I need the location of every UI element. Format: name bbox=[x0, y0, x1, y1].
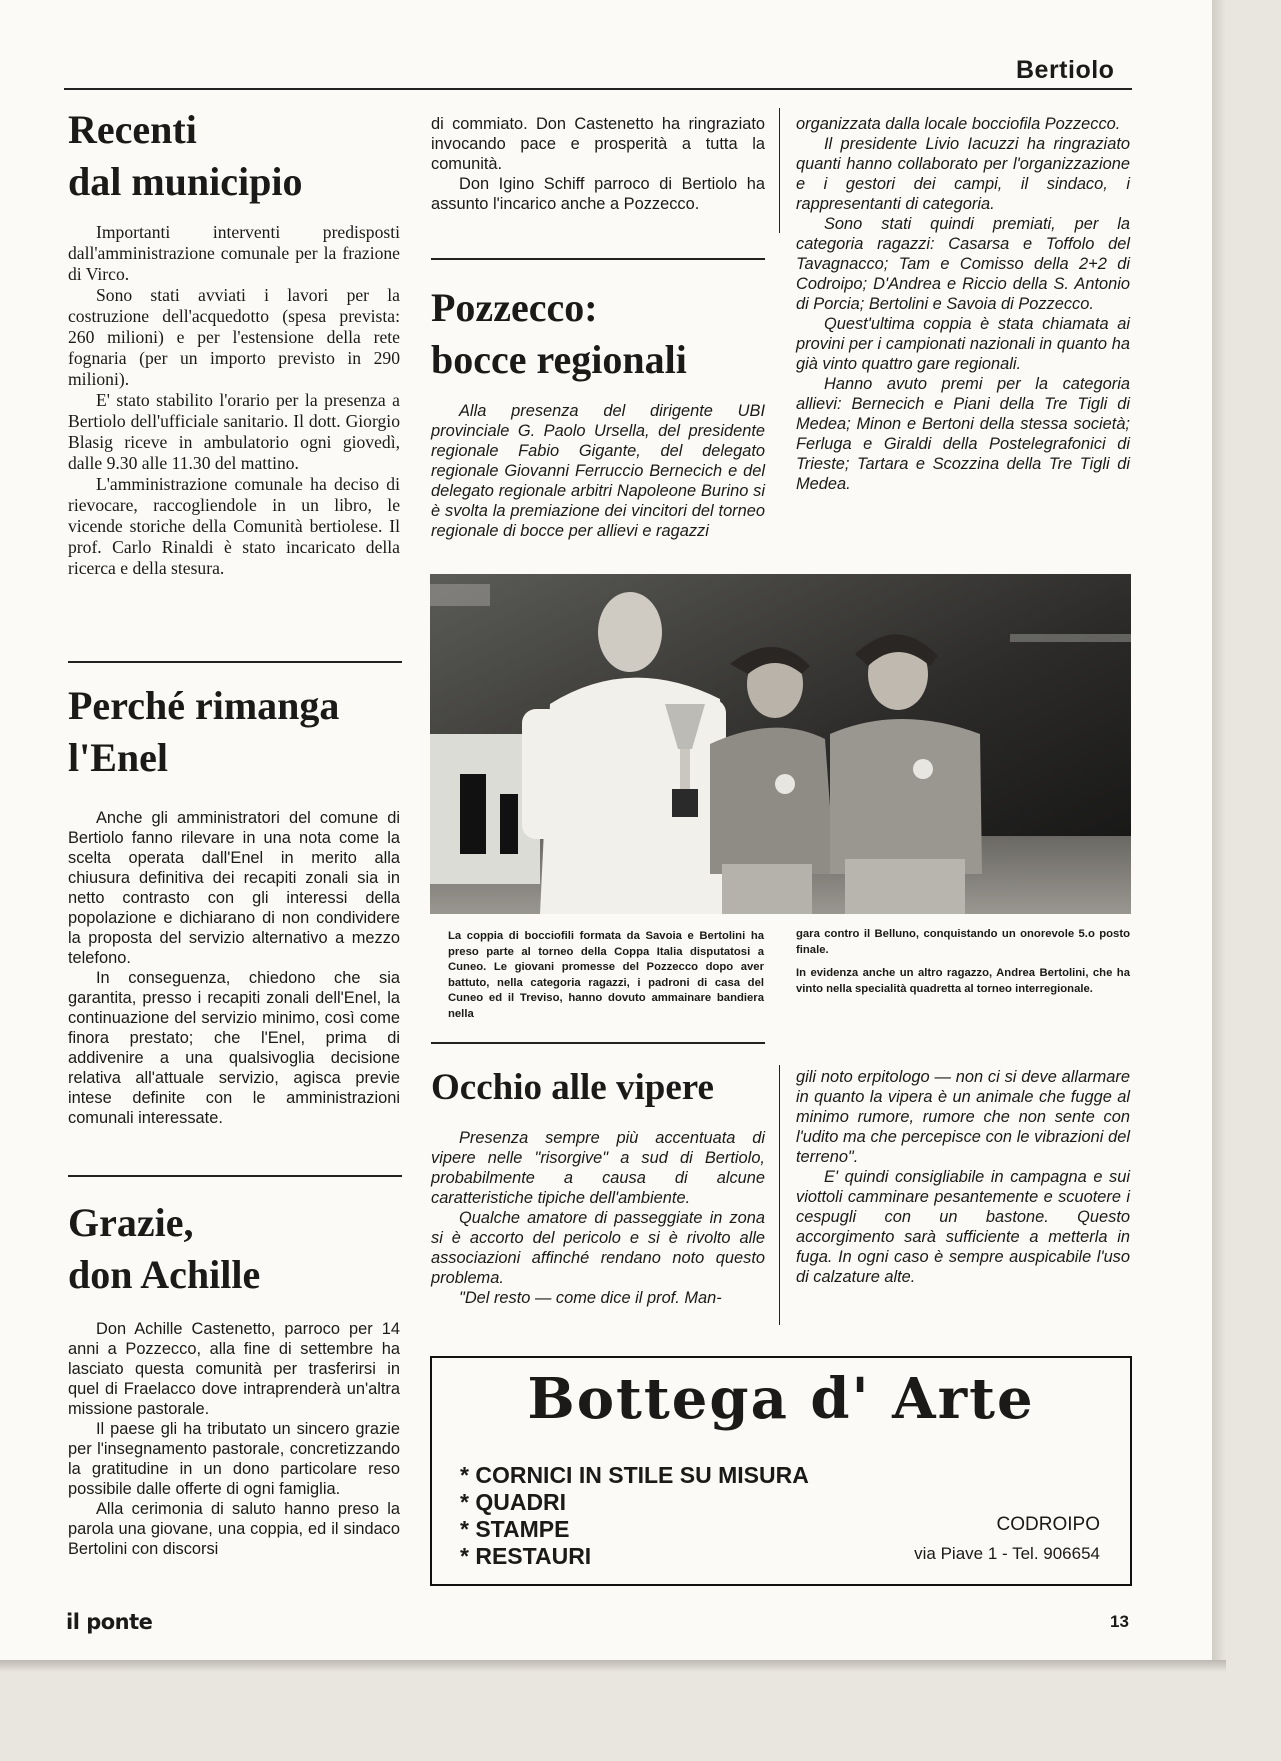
paragraph: Sono stati quindi premiati, per la categoria ragazzi: Casarsa e Toffolo del Tavagnacco; Tam e Comisso della 2+2 di Codroipo; D'Andrea e Riccio della S. Antonio di Porcia; Bertolini e Savoia di Pozzecco. bbox=[796, 215, 1130, 313]
article-recenti bbox=[68, 104, 400, 579]
paragraph: Hanno avuto premi per la categoria allievi: Bernecich e Piani della Tre Tigli di Medea; Minon e Bertoni della stessa società; Ferluga e Giraldi della Postelegrafonici di Trieste; Tartara e Scozzina della Tre Tigli di Medea. bbox=[796, 375, 1130, 493]
paragraph: E' quindi consigliabile in campagna e sui viottoli camminare pesantemente e scuotere i cespugli con un bastone. Questo accorgimento sarà sufficiente a metterla in fuga. In ogni caso è sempre auspicabile l'uso di calzature alte. bbox=[796, 1168, 1130, 1286]
article-body bbox=[431, 1128, 765, 1308]
section-title: Bertiolo bbox=[1016, 56, 1115, 84]
article-enel bbox=[68, 680, 400, 1128]
article-vipere bbox=[431, 1064, 765, 1308]
paragraph: In conseguenza, chiedono che sia garantita, presso i recapiti zonali dell'Enel, la continuazione del servizio minimo, così come finora prestato; che l'Enel, prima di addivenire a una qualsivoglia decisione relativa all'attuale servizio, agisca previe intese definite con le amministrazioni comunali interessate. bbox=[68, 969, 400, 1127]
masthead-logo: il ponte bbox=[66, 1610, 153, 1634]
column-divider bbox=[779, 1065, 780, 1325]
paragraph: In evidenza anche un altro ragazzo, Andrea Bertolini, che ha vinto nella specialità quadretta al torneo interregionale. bbox=[796, 967, 1130, 995]
paragraph: Sono stati avviati i lavori per la costruzione dell'acquedotto (spesa prevista: 260 milioni) e per l'estensione della rete fognaria (per un importo previsto in 290 milioni). bbox=[68, 285, 400, 389]
article-grazie-continued bbox=[431, 114, 765, 214]
paragraph: Il presidente Livio Iacuzzi ha ringraziato quanti hanno collaborato per l'organizzazione e i gestori dei campi, il sindaco, i rappresentanti di categoria. bbox=[796, 135, 1130, 213]
section-rule bbox=[431, 258, 765, 260]
paragraph: Quest'ultima coppia è stata chiamata ai provini per i campionati nazionali in quanto ha già vinto quattro gare regionali. bbox=[796, 315, 1130, 373]
article-body bbox=[68, 222, 400, 579]
column-divider bbox=[779, 108, 780, 233]
section-rule bbox=[68, 1175, 402, 1177]
paragraph: E' stato stabilito l'orario per la presenza a Bertiolo dell'ufficiale sanitario. Il dott. Giorgio Blasig riceve in ambulatorio ogni giovedì, dalle 9.30 alle 11.30 del mattino. bbox=[68, 390, 400, 473]
ad-shop-name: Bottega d' Arte bbox=[527, 1366, 1035, 1432]
paragraph: gara contro il Belluno, conquistando un onorevole 5.o posto finale. bbox=[796, 928, 1130, 956]
ad-service-item: * QUADRI bbox=[460, 1489, 567, 1515]
paragraph: Presenza sempre più accentuata di vipere nelle "risorgive" a sud di Bertiolo, probabilmente a causa di alcune caratteristiche tipiche dell'ambiente. bbox=[431, 1129, 765, 1207]
article-title: Perché rimanga l'Enel bbox=[68, 683, 340, 780]
ad-city: CODROIPO bbox=[996, 1514, 1100, 1535]
page-number: 13 bbox=[1110, 1612, 1129, 1631]
photo-caption-left: La coppia di bocciofili formata da Savoia e Bertolini ha preso parte al torneo della Coppa Italia disputatosi a Cuneo. Le giovani promesse del Pozzecco dopo aver battuto, nella categoria ragazzi, i padroni di casa del Cuneo ed il Treviso, hanno dovuto ammainare bandiera nella bbox=[448, 930, 764, 1020]
paragraph: Alla cerimonia di saluto hanno preso la parola una giovane, una coppia, ed il sindaco Bertolini con discorsi bbox=[68, 1500, 400, 1558]
bocce-team-photo bbox=[430, 574, 1131, 914]
article-body bbox=[431, 401, 765, 541]
ad-service-item: * RESTAURI bbox=[460, 1543, 592, 1569]
paragraph: organizzata dalla locale bocciofila Pozzecco. bbox=[796, 115, 1121, 133]
page-edge-shadow bbox=[1212, 0, 1226, 1670]
paragraph: Don Achille Castenetto, parroco per 14 anni a Pozzecco, alla fine di settembre ha lasciato questa comunità per trasferirsi in quel di Fraelacco dove intraprenderà un'altra missione pastorale. bbox=[68, 1320, 400, 1418]
paragraph: Alla presenza del dirigente UBI provinciale G. Paolo Ursella, del presidente regionale Fabio Gigante, del delegato regionale Giovanni Ferruccio Bernecich e del delegato regionale arbitri Napoleone Burino si è svolta la premiazione dei vincitori del torneo regionale di bocce per allievi e ragazzi bbox=[431, 402, 765, 540]
photo-illustration bbox=[430, 574, 1131, 914]
paragraph: Qualche amatore di passeggiate in zona si è accorto del pericolo e si è rivolto alle associazioni affinché rendano noto questo problema. bbox=[431, 1209, 765, 1287]
ad-address: via Piave 1 - Tel. 906654 bbox=[914, 1544, 1100, 1563]
article-body bbox=[68, 1319, 400, 1559]
page-bottom-shadow bbox=[0, 1660, 1226, 1672]
article-title: Occhio alle vipere bbox=[431, 1067, 714, 1108]
article-title: Recenti dal municipio bbox=[68, 107, 303, 204]
article-grazie bbox=[68, 1197, 400, 1559]
ad-service-item: * CORNICI IN STILE SU MISURA bbox=[460, 1462, 809, 1488]
article-bocce bbox=[431, 282, 765, 541]
paragraph: Don Igino Schiff parroco di Bertiolo ha assunto l'incarico anche a Pozzecco. bbox=[431, 175, 765, 213]
photo-caption-right bbox=[796, 927, 1130, 997]
article-vipere-continued bbox=[796, 1067, 1130, 1287]
ad-services-list bbox=[460, 1462, 809, 1570]
paragraph: "Del resto — come dice il prof. Man- bbox=[459, 1289, 722, 1307]
article-title: Grazie, don Achille bbox=[68, 1200, 261, 1297]
section-rule bbox=[68, 661, 402, 663]
paragraph: di commiato. Don Castenetto ha ringraziato invocando pace e prosperità a tutta la comunità. bbox=[431, 115, 765, 173]
article-title: Pozzecco: bocce regionali bbox=[431, 285, 687, 382]
bottega-arte-advertisement bbox=[430, 1356, 1132, 1586]
paragraph: L'amministrazione comunale ha deciso di rievocare, raccogliendole in un libro, le vicende storiche della Comunità bertiolese. Il prof. Carlo Rinaldi è stato incaricato della ricerca e della stesura. bbox=[68, 474, 400, 578]
header-rule bbox=[64, 88, 1132, 90]
paragraph: Il paese gli ha tributato un sincero grazie per l'insegnamento pastorale, concretizzando la gratitudine in un dono particolare reso possibile dalle offerte di ogni famiglia. bbox=[68, 1420, 400, 1498]
article-body bbox=[68, 808, 400, 1128]
paragraph: Anche gli amministratori del comune di Bertiolo fanno rilevare in una nota come la scelta operata dall'Enel in merito alla chiusura definitiva dei recapiti zonali sia in netto contrasto con gli interessi della popolazione e dichiarano di non condividere la proposta del servizio alternativo a mezzo telefono. bbox=[68, 809, 400, 967]
section-rule bbox=[431, 1042, 765, 1044]
ad-service-item: * STAMPE bbox=[460, 1516, 570, 1542]
article-bocce-continued bbox=[796, 114, 1130, 494]
paragraph: gili noto erpitologo — non ci si deve allarmare in quanto la vipera è un animale che fugge al minimo rumore, rumore che non sente con l'udito ma che percepisce con le vibrazioni del terreno". bbox=[796, 1068, 1130, 1166]
paragraph: Importanti interventi predisposti dall'amministrazione comunale per la frazione di Virco. bbox=[68, 222, 400, 284]
